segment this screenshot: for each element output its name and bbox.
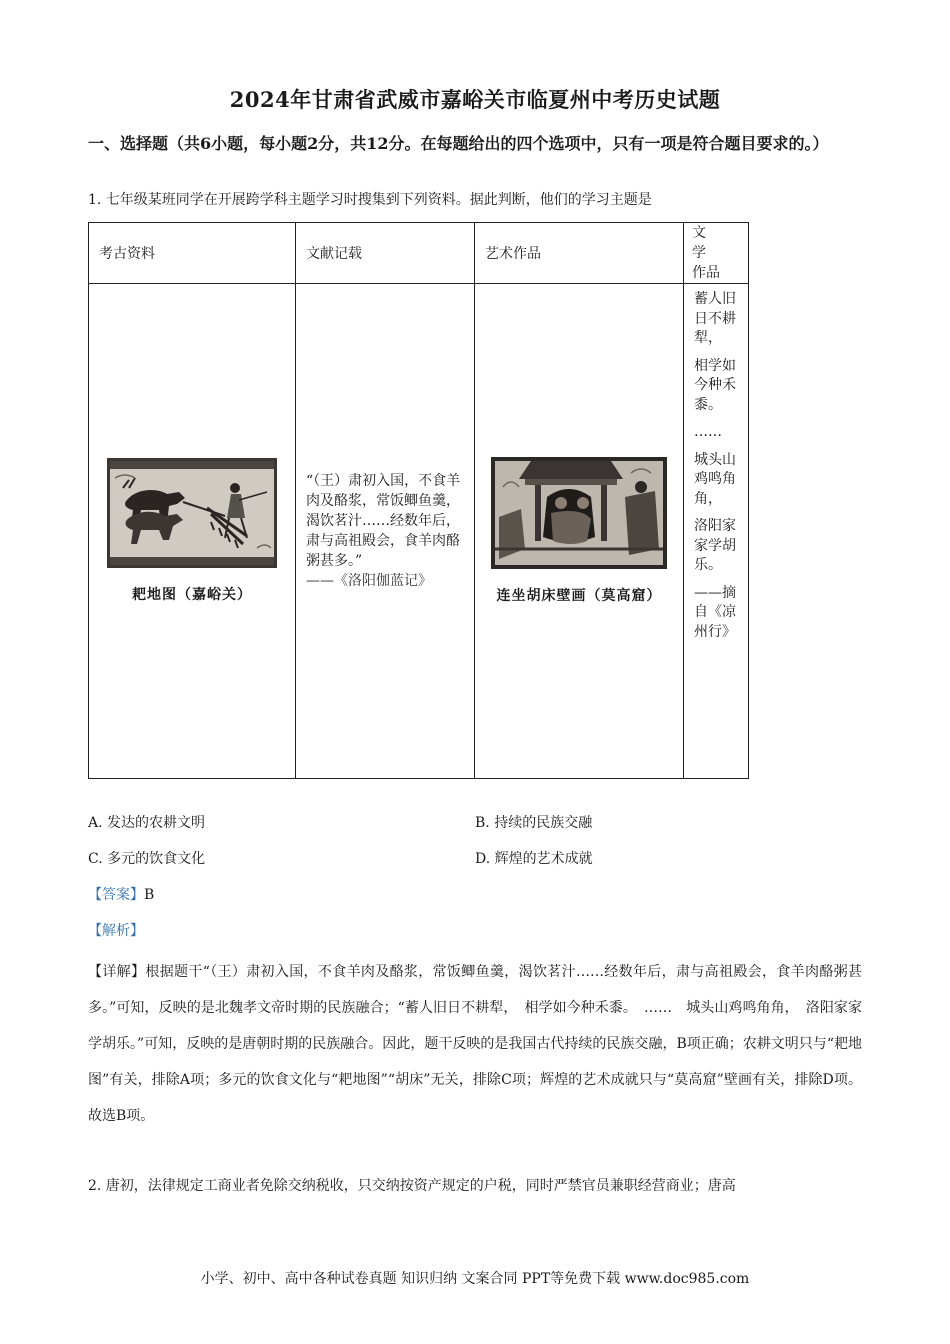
archaeology-caption: 耙地图（嘉峪关） (132, 587, 252, 603)
section-heading: 一、选择题（共6小题，每小题2分，共12分。在每题给出的四个选项中，只有一项是符合题目要求的。） (88, 134, 829, 153)
table-header-row (89, 223, 749, 284)
literature-source: ——《洛阳伽蓝记》 (306, 573, 432, 589)
documents-cell (296, 284, 475, 779)
literature-cell (684, 284, 749, 779)
harrowing-mural-image (107, 458, 277, 568)
question-1-stem: 1. 七年级某班同学在开展跨学科主题学习时搜集到下列资料。据此判断，他们的学习主题是 (88, 192, 652, 208)
poem-line: 城头山鸡鸣角角， (694, 451, 736, 507)
analysis-tag: 【解析】 (88, 923, 144, 939)
answer-value: B (144, 887, 155, 903)
answer-tag: 【答案】 (88, 887, 144, 903)
poem-line: 洛阳家家学胡乐。 (694, 518, 736, 573)
literature-quote: “（王）肃初入国，不食羊肉及酪浆，常饭鲫鱼羹，渴饮茗汁……经数年后，肃与高祖殿会，食羊肉酪粥甚多。” (306, 473, 461, 569)
answer-line (88, 884, 154, 904)
detail-paragraph (88, 954, 862, 1134)
artworks-cell (475, 284, 684, 779)
question-2-stem: 2. 唐初，法律规定工商业者免除交纳税收，只交纳按资产规定的户税，同时严禁官员兼职经营商业；唐高 (88, 1178, 736, 1194)
detail-text: 根据题干“（王）肃初入国，不食羊肉及酪浆，常饭鲫鱼羹，渴饮茗汁……经数年后，肃与高祖殿会，食羊肉酪粥甚多。”可知，反映的是北魏孝文帝时期的民族融合；“蓄人旧日不耕犁， 相学如今种禾黍。 …… 城头山鸡鸣角角， 洛阳家家学胡乐。”可知，反映的是唐朝时期的民族融合。因此，题干反映的是我国古代持续的民族交融，B项正确；农耕文明只与“耙地图”有关，排除A项；多元的饮食文化与“耙地图”“胡床”无关，排除C项；辉煌的艺术成就只与“莫高窟”壁画有关，排除D项。故选B项。 (88, 964, 863, 1124)
header-archaeology: 考古资料 (89, 223, 296, 284)
header-artworks: 艺术作品 (475, 223, 684, 284)
page-title: 2024年甘肃省武威市嘉峪关市临夏州中考历史试题 (229, 87, 721, 112)
header-literature: 文学 作品 (684, 223, 749, 284)
header-documents: 文献记载 (296, 223, 475, 284)
poem-source: ——摘自《凉州行》 (694, 584, 736, 640)
table-body-row (89, 284, 749, 779)
option-b[interactable]: B. 持续的民族交融 (475, 815, 593, 831)
art-caption: 连坐胡床壁画（莫高窟） (496, 588, 662, 604)
detail-tag: 【详解】 (88, 964, 146, 980)
option-a[interactable]: A. 发达的农耕文明 (88, 815, 206, 831)
archaeology-cell (89, 284, 296, 779)
option-c[interactable]: C. 多元的饮食文化 (88, 851, 206, 867)
source-materials-table (88, 222, 749, 779)
option-d[interactable]: D. 辉煌的艺术成就 (475, 851, 593, 867)
poem-line: 蓄人旧日不耕犁， (694, 291, 736, 346)
poem-line: 相学如今种禾黍。 (694, 357, 736, 413)
poem-line: …… (694, 424, 722, 440)
footer-text: 小学、初中、高中各种试卷真题 知识归纳 文案合同 PPT等免费下载 www.doc985.com (200, 1271, 750, 1287)
dunhuang-mural-image (491, 457, 667, 569)
